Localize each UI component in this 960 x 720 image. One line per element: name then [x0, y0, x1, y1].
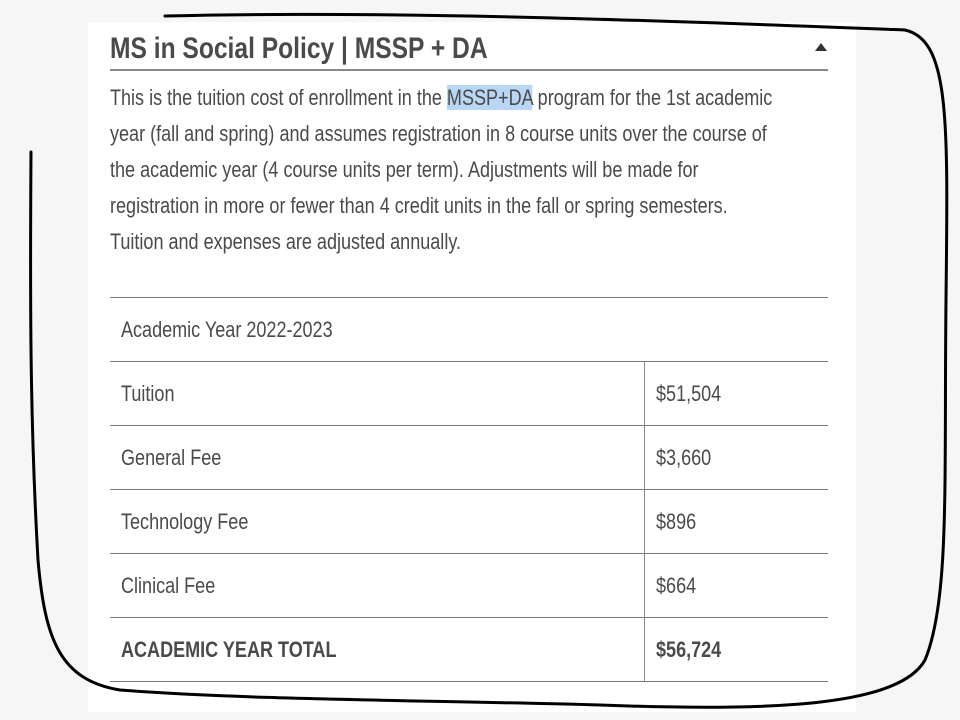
- row-label: Technology Fee: [121, 508, 249, 534]
- row-amount: $51,504: [656, 380, 722, 406]
- highlighted-text: MSSP+DA: [446, 85, 533, 110]
- description-text: registration in more or fewer than 4 credit units in the fall or spring semesters.: [110, 193, 728, 218]
- total-amount: $56,724: [656, 636, 722, 662]
- description-text: Tuition and expenses are adjusted annually.: [110, 229, 462, 254]
- description-text: This is the tuition cost of enrollment in the: [110, 85, 447, 110]
- table-row: [110, 426, 828, 490]
- row-label: Tuition: [121, 380, 175, 406]
- table-row: [110, 362, 828, 426]
- tuition-table: [110, 297, 828, 682]
- row-amount: $3,660: [656, 444, 712, 470]
- caret-up-icon[interactable]: [815, 43, 827, 51]
- table-row: [110, 490, 828, 554]
- total-row: [110, 618, 828, 682]
- description-text: year (fall and spring) and assumes registration in 8 course units over the course of: [110, 121, 767, 146]
- row-amount: $896: [656, 508, 697, 534]
- total-label: ACADEMIC YEAR TOTAL: [121, 636, 337, 662]
- description: [110, 80, 918, 260]
- table-header: Academic Year 2022-2023: [121, 316, 333, 342]
- description-text: program for the 1st academic: [532, 85, 773, 110]
- section-title[interactable]: MS in Social Policy | MSSP + DA: [110, 32, 488, 65]
- description-text: the academic year (4 course units per term). Adjustments will be made for: [110, 157, 699, 182]
- row-amount: $664: [656, 572, 697, 598]
- divider: [110, 69, 828, 71]
- row-label: General Fee: [121, 444, 222, 470]
- row-label: Clinical Fee: [121, 572, 216, 598]
- table-row: [110, 554, 828, 618]
- table-header-row: [110, 298, 828, 362]
